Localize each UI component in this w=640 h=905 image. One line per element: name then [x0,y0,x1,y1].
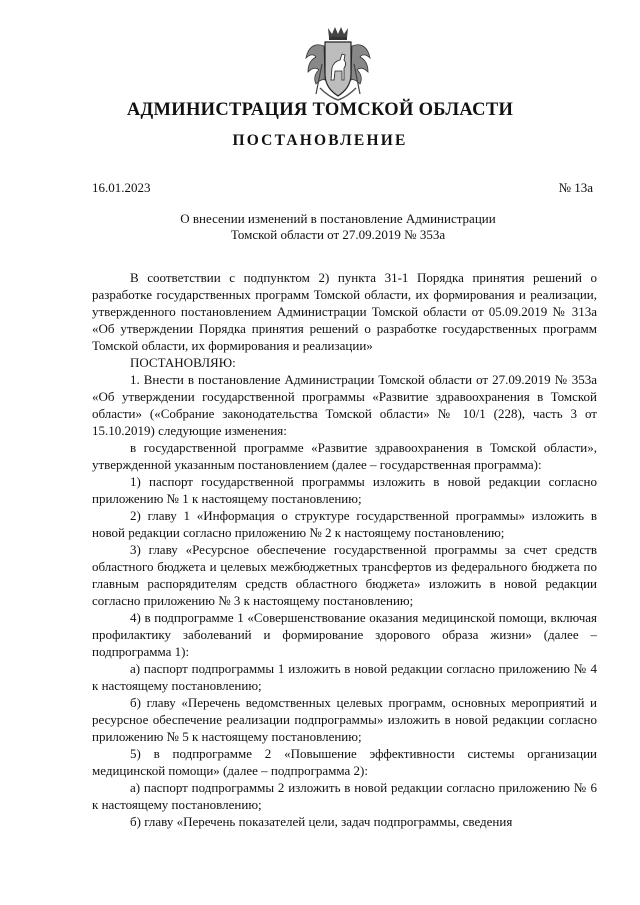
paragraph: 1) паспорт государственной программы изложить в новой редакции согласно приложению № 1 к настоящему постановлению; [92,474,597,506]
organization-name: АДМИНИСТРАЦИЯ ТОМСКОЙ ОБЛАСТИ [126,100,514,120]
document-title-line: О внесении изменений в постановление Администрации [180,211,496,226]
document-title [120,211,556,243]
paragraph: а) паспорт подпрограммы 1 изложить в новой редакции согласно приложению № 4 к настоящему постановлению; [92,661,597,693]
document-date: 16.01.2023 [92,180,151,195]
paragraph-item-1: 1. Внести в постановление Администрации Томской области от 27.09.2019 № 353а «Об утверждении государственной программы «Развитие здравоохранения в Томской области» («Собрание законодательства Томской области» № 10/1 (228), часть 3 от 15.10.2019) следующие изменения: [92,372,597,438]
paragraph: 2) главу 1 «Информация о структуре государственной программы» изложить в новой редакции согласно приложению № 2 к настоящему постановлению; [92,508,597,540]
paragraph: б) главу «Перечень ведомственных целевых программ, основных мероприятий и ресурсное обеспечение реализации подпрограммы» изложить в новой редакции согласно приложению № 5 к настоящему постановлению; [92,695,597,744]
paragraph: б) главу «Перечень показателей цели, задач подпрограммы, сведения [130,814,513,829]
paragraph-decree: ПОСТАНОВЛЯЮ: [130,355,236,370]
coat-of-arms-icon [302,24,374,102]
paragraph: 3) главу «Ресурсное обеспечение государственной программы за счет средств областного бюджета и целевых межбюджетных трансфертов из федерального бюджета по главным распорядителям средств областного бюджета» изложить в новой редакции согласно приложению № 3 к настоящему постановлению; [92,542,597,608]
paragraph: а) паспорт подпрограммы 2 изложить в новой редакции согласно приложению № 6 к настоящему постановлению; [92,780,597,812]
paragraph: 4) в подпрограмме 1 «Совершенствование оказания медицинской помощи, включая профилактику заболеваний и формирование здорового образа жизни» (далее – подпрограмма 1): [92,610,597,659]
document-type: ПОСТАНОВЛЕНИЕ [232,132,408,149]
document-body [92,269,597,830]
paragraph: 5) в подпрограмме 2 «Повышение эффективности системы организации медицинской помощи» (далее – подпрограмма 2): [92,746,597,778]
paragraph-preamble: В соответствии с подпунктом 2) пункта 31-1 Порядка принятия решений о разработке государственных программ Томской области, их формирования и реализации, утвержденного постановлением Администрации Томской области от 05.09.2019 № 313а «Об утверждении Порядка принятия решений о разработке государственных программ Томской области, их формирования и реализации» [92,270,597,353]
document-number: № 13а [558,180,593,195]
paragraph: в государственной программе «Развитие здравоохранения в Томской области», утвержденной указанным постановлением (далее – государственная программа): [92,440,597,472]
document-title-line: Томской области от 27.09.2019 № 353а [230,227,446,242]
